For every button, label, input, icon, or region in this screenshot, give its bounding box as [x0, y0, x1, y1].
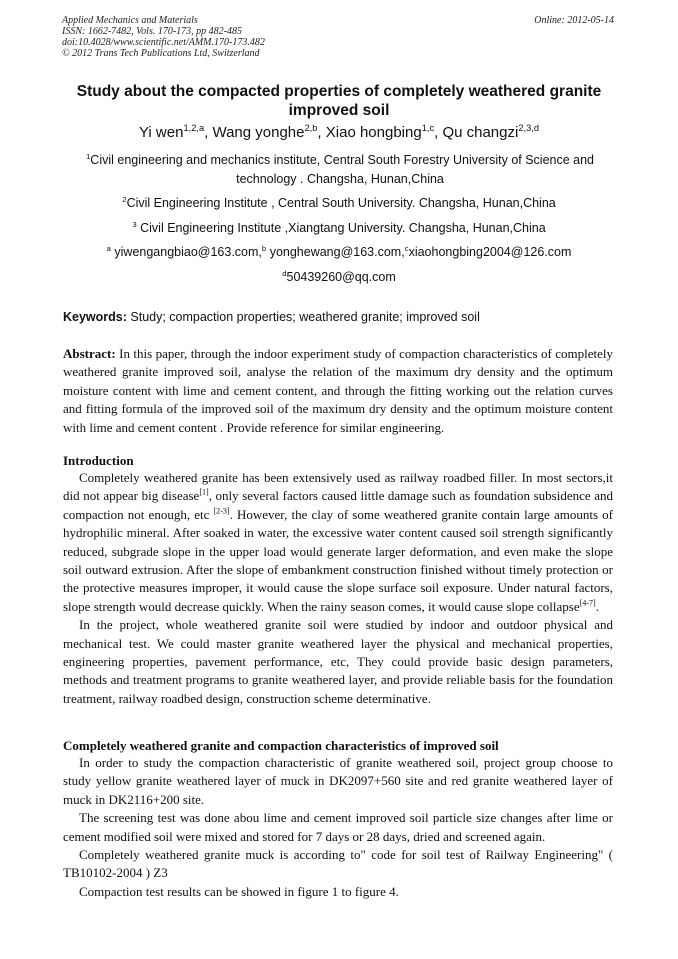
affiliation-1: $^1$Civil engineering and mechanics institute, Central South Forestry University of Science and technology . Changsha, Hunan,China: [85, 151, 595, 186]
doi-line[interactable]: doi:10.4028/www.scientific.net/AMM.170-173.482: [62, 37, 265, 48]
intro-paragraph-2: In the project, whole weathered granite soil were studied by indoor and outdoor physical and mechanical test. We could master granite weathered layer the physical and mechanical properties, engineering properties, pavement performance, etc, They could provide basic design parameters, methods and treatment programs to granite weathered layer, and provide reliable basis for the foundation treatment, railway roadbed design, construction scheme determinative.: [63, 617, 613, 706]
citation-ref[interactable]: [4-7]: [579, 598, 596, 608]
issn-line: ISSN: 1662-7482, Vols. 170-173, pp 482-485: [62, 26, 242, 37]
copyright-line: © 2012 Trans Tech Publications Ltd, Switzerland: [62, 48, 260, 59]
online-date: Online: 2012-05-14: [534, 15, 614, 26]
section2-paragraph-3: Completely weathered granite muck is according to" code for soil test of Railway Engineering" ( TB10102-2004 ) Z3: [63, 847, 613, 881]
citation-ref[interactable]: [1]: [199, 488, 209, 498]
abstract-text: In this paper, through the indoor experiment study of compaction characteristics of completely weathered granite improved soil, analyse the relation of the maximum dry density and the optimum moisture content with lime and cement content, and through the fitting working out the relation curves and fitting formula of the improved soil of the maximum dry density and the optimum moisture content with lime and cement content . Provide reference for similar engineering.: [63, 346, 613, 435]
author-name: Wang yonghe: [212, 124, 305, 141]
section2-paragraph-4: Compaction test results can be showed in figure 1 to figure 4.: [79, 883, 399, 899]
email-line: $^a$ yiwengangbiao@163.com,$^b$ yonghewang@163.com,$^c$xiaohongbing2004@126.com: [106, 243, 572, 259]
intro-paragraph-1: Completely weathered granite has been extensively used as railway roadbed filler. In most sectors,it did not appear big disease[1], only several factors caused little damage such as foundation subsidence and compaction not enough, etc [2-3]. However, the clay of some weathered granite contain large amounts of hydrophilic mineral. After soaked in water, the excessive water content caused soil strength significantly reduced, subgrade slope in the upper load would generate larger deformation, and even make the slope soil outward extrusion. After the slope of embankment construction finished without timely protection or the protective measures improper, it would cause the slope surface soil exposure. Under natural factors, slope strength would decrease quickly. When the rainy season comes, it would cause slope collapse[4-7].: [63, 470, 614, 614]
author-name: Yi wen: [138, 124, 184, 141]
abstract: [63, 345, 613, 437]
author-sup: 2,3,d: [518, 123, 540, 133]
email-c[interactable]: xiaohongbing2004@126.com: [408, 245, 572, 259]
section-heading-introduction: Introduction: [63, 453, 134, 468]
keywords-label: Keywords:: [63, 310, 127, 324]
abstract-label: Abstract:: [63, 346, 116, 361]
journal-name: Applied Mechanics and Materials: [62, 15, 198, 26]
citation-ref[interactable]: [2-3]: [213, 506, 230, 516]
email-b[interactable]: yonghewang@163.com,: [266, 245, 405, 259]
author-sup: 1,2,a: [183, 123, 205, 133]
introduction-body: [63, 469, 613, 708]
keywords-text: Study; compaction properties; weathered granite; improved soil: [126, 310, 480, 324]
author-sup: 2,b: [304, 123, 318, 133]
section-heading-compaction: Completely weathered granite and compaction characteristics of improved soil: [63, 738, 499, 753]
affiliation-3: $^3$ Civil Engineering Institute ,Xiangtang University. Changsha, Hunan,China: [132, 219, 546, 235]
section2-paragraph-2: The screening test was done abou lime and cement improved soil particle size changes after lime or cement modified soil were mixed and stored for 7 days or 28 days, dried and screened again.: [63, 810, 613, 844]
author-list: Yi wen$^{1,2,a}$, Wang yonghe$^{2,b}$, Xiao hongbing$^{1,c}$, Qu changzi$^{2,3,d}$: [138, 123, 540, 141]
paper-title: Study about the compacted properties of completely weathered granite improved soil: [76, 83, 602, 119]
section2-body: [63, 754, 613, 901]
journal-header: [62, 15, 265, 59]
email-a[interactable]: yiwengangbiao@163.com,: [110, 245, 262, 259]
keywords: [63, 310, 480, 324]
email-d[interactable]: 50439260@qq.com: [286, 270, 396, 284]
author-name: Qu changzi: [442, 124, 519, 141]
affiliation-2: $^2$Civil Engineering Institute , Central South University. Changsha, Hunan,China: [122, 194, 556, 210]
section2-paragraph-1: In order to study the compaction characteristic of granite weathered soil, project group choose to study yellow granite weathered layer of muck in DK2097+560 site and red granite weathered layer of muck in DK2116+200 site.: [63, 755, 613, 807]
email-line-2: $^d$50439260@qq.com: [282, 268, 396, 284]
author-sup: 1,c: [421, 123, 435, 133]
author-name: Xiao hongbing: [325, 124, 422, 141]
